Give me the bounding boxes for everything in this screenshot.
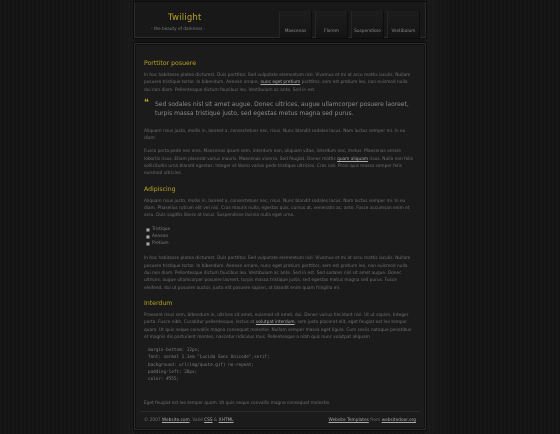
paragraph: In hac habitasse platea dictumst. Duis porttitor. Sed vulputate elementum nisl. Vivamus et mi at arcu mattis iaculis. Nullam posuere tristique tortor. In bibendum. Aenean ornare, nunc eget pretium porttitor, sem est pretium leo, non euismod nulla dui non diam. Pellentesque dictum faucibus leo. Vestibulum ac ante. Sed in est. Sed sodales nisl sit amet augue. Donec ultrices, augue ullamcorper posuere laoreet, turpis massa tristique justo, sed egestas metus magna sed purus. Fusce eleifend, dui ut posuere auctor, justo elit posuere sapien, at blandit enim quam fringilla mi. (144, 256, 411, 291)
article (144, 60, 415, 394)
templates-link[interactable]: Website Templates (328, 418, 369, 423)
paragraph: Aliquam risus justo, mollis in, laoreet a, consectetuer nec, risus. Nunc blandit sodales lacus. Nam luctus semper mi. In eu diam. (144, 128, 406, 142)
nav-item-label: Maecenas (284, 29, 307, 34)
inline-link[interactable]: volutpat interdum (255, 320, 295, 326)
footer-divider (140, 411, 420, 412)
paragraph: In hac habitasse platea dictumst. Duis porttitor. Sed vulputate elementum nisl. Vivamus et mi at arcu mattis iaculis. Nullam posuere tristique tortor. In bibendum. Aenean ornare, nunc eget pretium porttitor, sem est pretium leo, non euismod nulla dui non diam. Pellentesque dictum faucibus leo. Vestibulum ac ante. Sed in est. (144, 73, 411, 93)
left-shadow (105, 0, 135, 434)
css-link[interactable]: CSS (204, 418, 213, 423)
websitedoor-link[interactable]: websitedoor.org (381, 418, 416, 423)
paragraph: Fusce porta pede nec eros. Maecenas ipsum sem, interdum non, aliquam vitae, interdum nec, metus. Maecenas ornare lobortis risus. Etiam placerat varius mauris. Maecenas viverra. Sed feugiat. Donec mattis quam aliquam risus. Nulla non felis sollicitudin urna blandit egestas. Integer et libero varius pede tristique ultricies. Cras nisl. Proin quis massa semper felis euismod ultricies. (144, 149, 413, 177)
bullet-icon: ■ (146, 226, 150, 232)
main-nav (279, 11, 420, 38)
site-footer (144, 418, 416, 423)
nav-item-suspendisse[interactable] (351, 11, 384, 38)
inline-link[interactable]: nunc eget pretium (260, 80, 301, 86)
footer-credits: Website Templates from websitedoor.org (328, 418, 416, 423)
nav-item-label: Florem (324, 29, 339, 34)
code-block: margin-bottom: 12px; font: normal 1.1em "Lucida Sans Unicode",serif; background: url(img/quote.gif) no-repeat; padding-left: 28px; color: #555; (148, 348, 270, 383)
site-header (134, 2, 426, 38)
section-heading: Interdum (144, 299, 173, 307)
nav-item-florem[interactable] (315, 11, 348, 38)
list-item: ■ Pretium (146, 241, 169, 247)
site-tagline: - the beauty of darkness - (151, 26, 206, 31)
paragraph: Praesent risus sem, bibendum in, ultrices sit amet, euismod sit amet, dui. Donec varius tincidunt nisi. Ut ut sapien. Integer porta. Fusce nibh. Curabitur pellentesque, lectus at volutpat interdum, sem justo placerat elit, eget feugiat est leo tempor quam. Ut quis neque convallis magna consequat molestie. Nullam semper massa eget ligula. Cum sociis natoque penatibus et magnis dis parturient montes, nascetur ridiculus mus. Pellentesque a nibh quis nunc volutpat aliquam (144, 312, 412, 340)
bullet-icon: ■ (146, 241, 150, 247)
paragraph: Aliquam risus justo, mollis in, laoreet a, consectetuer nec, risus. Nunc blandit sodales lacus. Nam luctus semper mi. In eu diam. Phasellus rutrum elit vel nisi. Cras mauris nulla, egestas quis, cursus at, venenatis ac, ante. Fusce accumsan enim et arcu. Duis sagittis libero at lacus. Suspendisse lacinia nulla eget urna. (144, 198, 410, 219)
section-heading: Adipiscing (144, 185, 176, 193)
bullet-list (146, 226, 415, 248)
nav-item-label: Suspendisse (354, 29, 381, 34)
right-shadow (425, 0, 455, 434)
nav-item-label: Vestibulum (391, 29, 416, 34)
quote-icon: ❝ (144, 97, 149, 108)
page-wrapper (134, 0, 426, 434)
blockquote (144, 97, 415, 118)
xhtml-link[interactable]: XHTML (218, 418, 234, 423)
site-link[interactable]: Website.com (161, 418, 190, 423)
main-content-box (134, 43, 426, 430)
inline-link[interactable]: quam aliquam (337, 156, 369, 162)
nav-item-maecenas[interactable] (279, 11, 312, 38)
nav-item-vestibulum[interactable] (387, 11, 420, 38)
closing-paragraph: Eget feugiat est leo tempor quam. Ut quis neque convallis magna consequat molestie. (144, 401, 331, 406)
quote-text: Sed sodales nisl sit amet augue. Donec ultrices, augue ullamcorper posuere laoreet, turpis massa tristique justo, sed egestas metus magna sed purus. (155, 100, 409, 117)
list-item: ■ Aenean (146, 233, 169, 239)
bullet-icon: ■ (146, 233, 150, 239)
footer-copyright: © 2007 Website.com. Valid CSS & XHTML (144, 418, 234, 423)
site-title[interactable]: Twilight (168, 13, 202, 23)
list-item: ■ Tristique (146, 226, 171, 232)
section-heading: Porttitor posuere (144, 60, 197, 67)
